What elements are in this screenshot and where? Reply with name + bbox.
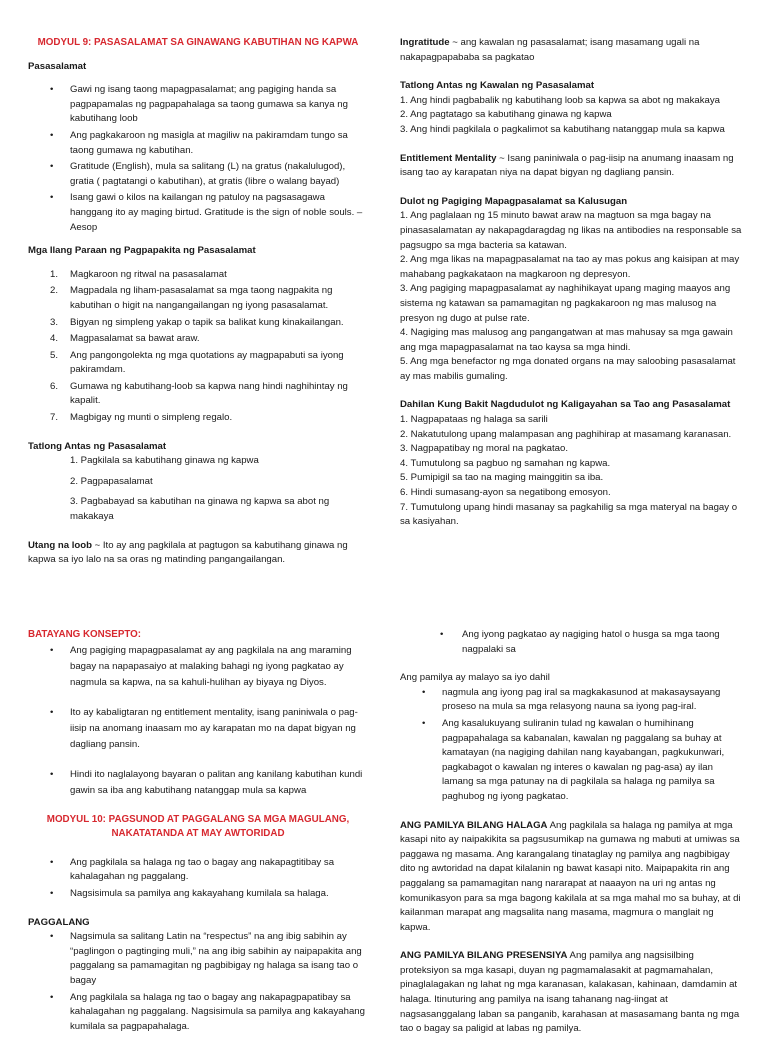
list-item: • Ang pagkilala sa halaga ng tao o bagay ang nakapagpapatibay sa kahalagahan ng paggalang. Nagsisimula sa pamilya ang kakayahang kumilala sa pagpapahalaga. (50, 991, 365, 1032)
column-batayang-konsepto (28, 628, 368, 1034)
list-item: 2. Ang mga likas na mapagpasalamat na tao ay mas pokus ang kaisipan at may mahabang pagkakataon na magkaroon ng depresyon. (400, 254, 740, 280)
utang-na-loob-definition: Utang na loob ~ Ito ay ang pagkilala at pagtugon sa kabutihang ginawa ng kapwa sa iyo lalo na sa oras ng matinding pangangailangan. (28, 539, 348, 566)
ingratitude-definition: Ingratitude ~ ang kawalan ng pasasalamat; isang masamang ugali na nakapagpapababa sa pagkatao (400, 37, 700, 63)
paraan-list (28, 268, 368, 426)
modyul-9-title: MODYUL 9: PASASALAMAT SA GINAWANG KABUTIHAN NG KAPWA (37, 37, 359, 48)
list-item: • nagmula ang iyong pag iral sa magkakasunod at makasaysayang proseso na mula sa mga relasyong nauna sa iyong pag-iral. (422, 686, 721, 713)
modyul-10-title-line-2: NAKATATANDA AT MAY AWTORIDAD (111, 828, 285, 840)
pamilya-malayo-intro: Ang pamilya ay malayo sa iyo dahil (400, 672, 550, 684)
heading-paraan: Mga Ilang Paraan ng Pagpapakita ng Pasasalamat (28, 245, 256, 257)
list-item: 4. Tumutulong sa pagbuo ng samahan ng kapwa. (400, 457, 611, 469)
pagkatao-list (400, 628, 745, 657)
batayang-konsepto-heading: BATAYANG KONSEPTO: (28, 629, 142, 640)
list-item: • Ang pagkakaroon ng masigla at magiliw na pakiramdam tungo sa taong gumawa ng kabutihan. (50, 129, 348, 156)
modyul-10-list (28, 856, 368, 902)
list-item: 2. Magpadala ng liham-pasasalamat sa mga taong nagpakita ng kabutihan o higit na nangangailangan ng iyong pasasalamat. (50, 285, 333, 311)
list-item: 7. Tumutulong upang hindi masanay sa pagkahilig sa mga materyal na bagay o sa kasiyahan. (400, 501, 738, 528)
pasasalamat-list (28, 83, 368, 235)
list-item: • Ang pagiging mapagpasalamat ay ang pagkilala na ang maraming bagay na napapasaiyo at malaking bahagi ng iyong pagkatao ay nagmula sa kapwa, na sa kahuli-hulihan ay biyaya ng Diyos. (50, 644, 352, 688)
entitlement-definition: Entitlement Mentality ~ Isang paniniwala o pag-iisip na anumang inaasam ng isang tao ay karapatan niya na dapat bigyan ng dagliang pansin. (400, 152, 734, 179)
heading-pasasalamat: Pasasalamat (28, 60, 87, 72)
list-item: 2. Pagpapasalamat (70, 475, 153, 487)
list-item: 4. Nagiging mas malusog ang pangangatwan at mas mahusay sa mga gawain ang mga mapagpasalamat na tao kaysa sa mga hindi. (400, 327, 733, 353)
list-item: • Ito ay kabaligtaran ng entitlement mentality, isang paniniwala o pag-iisip na anomang inaasam mo ay karapatan mo na dapat bigyan ng dagliang pansin. (50, 706, 358, 750)
heading-kawalan: Tatlong Antas ng Kawalan ng Pasasalamat (400, 80, 595, 92)
batayang-list (28, 643, 368, 799)
list-item: 3. Pagbabayad sa kabutihan na ginawa ng kapwa sa abot ng makakaya (70, 496, 330, 523)
list-item: • Gawi ng isang taong mapagpasalamat; ang pagiging handa sa pagpapamalas ng pagpapahalaga sa taong gumawa sa kanya ng kabutihang loob (50, 84, 348, 125)
column-modyul-9 (28, 36, 368, 568)
list-item: 1. Pagkilala sa kabutihang ginawa ng kapwa (70, 455, 259, 467)
entitlement-term: Entitlement Mentality (400, 152, 497, 164)
list-item: • Nagsisimula sa pamilya ang kakayahang kumilala sa halaga. (50, 887, 329, 899)
list-item: • Gratitude (English), mula sa salitang (L) na gratus (nakalulugod), gratia ( pagtatangi o kabutihan), at gratis (libre o walang bayad) (50, 161, 346, 187)
list-item: • Isang gawi o kilos na kailangan ng patuloy na pagsasagawa hanggang ito ay maging birtud. Gratitude is the sign of noble souls. – Aesop (50, 192, 363, 233)
list-item: 6. Gumawa ng kabutihang-loob sa kapwa nang hindi naghihintay ng kapalit. (50, 380, 348, 407)
modyul-10-title-line-1: MODYUL 10: PAGSUNOD AT PAGGALANG SA MGA MAGULANG, (46, 813, 350, 825)
list-item: 5. Pumipigil sa tao na maging mainggitin sa iba. (400, 472, 604, 484)
pamilya-halaga-term: ANG PAMILYA BILANG HALAGA (400, 819, 548, 831)
heading-dahilan: Dahilan Kung Bakit Nagdudulot ng Kaligayahan sa Tao ang Pasasalamat (400, 399, 731, 411)
heading-paggalang: PAGGALANG (28, 916, 90, 928)
antas-list (28, 454, 368, 524)
pamilya-presensiya-paragraph: ANG PAMILYA BILANG PRESENSIYA Ang pamilya ang nagsisilbing proteksiyon sa mga kasapi, duyan ng pagmamalasakit at pagmamahalan, pinaglalagakan ng lahat ng mga karanasan, kalakasan, kahinaan, damdamin at halaga. Itinuturing ang pamilya na isang tahanang nag-iingat at nagsasanggalang laban sa panganib, karahasan at masasamang banta ng mga tao o bagay sa paligid at labas ng pamilya. (400, 950, 740, 1035)
column-pamilya (400, 628, 745, 1037)
paggalang-list (28, 930, 368, 1034)
list-item: 5. Ang pangongolekta ng mga quotations ay magpapabuti sa iyong pakiramdam. (50, 349, 344, 376)
list-item: 7. Magbigay ng munti o simpleng regalo. (50, 412, 233, 424)
list-item: 6. Hindi sumasang-ayon sa negatibong emosyon. (400, 487, 611, 499)
list-item: 2. Nakatutulong upang malampasan ang paghihirap at masamang karanasan. (400, 428, 732, 440)
list-item: 3. Ang hindi pagkilala o pagkalimot sa kabutihang natanggap mula sa kapwa (400, 123, 725, 135)
list-item: 2. Ang pagtatago sa kabutihang ginawa ng kapwa (400, 109, 612, 121)
list-item: 1. Magkaroon ng ritwal na pasasalamat (50, 268, 227, 280)
pamilya-halaga-paragraph: ANG PAMILYA BILANG HALAGA Ang pagkilala sa halaga ng pamilya at mga kasapi nito ay naipakikita sa pagsusumikap na gumawa ng mabuti at umiwas sa paggawa ng masama. Ang karangalang tinataglay ng pamilya ang nagbibigay dito ng awtoridad na dapat kilalanin ng bawat kasapi nito. Maipapakita rin ang paggalang sa pamamagitan nang nararapat at naaayon na uri ng antas ng komunikasyon para sa mga bagong kakilala at sa mga mahal mo sa buhay, at di kailanman marapat ang magsalita nang masama, magmura o manglait ng kapwa. (400, 819, 741, 933)
list-item: 1. Nagpapataas ng halaga sa sarili (400, 414, 548, 426)
list-item: • Hindi ito naglalayong bayaran o palitan ang kanilang kabutihan kundi gawin sa iba ang kabutihang natanggap mula sa kapwa (50, 768, 363, 796)
list-item: 3. Nagpapatibay ng moral na pagkatao. (400, 443, 569, 455)
column-pasasalamat-cont (400, 36, 745, 530)
ingratitude-term: Ingratitude (400, 37, 450, 48)
list-item: 5. Ang mga benefactor ng mga donated organs na may saloobing pasasalamat ay mas mabilis gumaling. (400, 356, 736, 382)
list-item: 3. Ang pagiging mapagpasalamat ay naghihikayat upang maging maayos ang sistema ng katawan sa pamamagitan ng pagkakaroon ng mas malusog na presyon ng dugo at pulse rate. (400, 283, 731, 324)
utang-na-loob-term: Utang na loob (28, 539, 92, 551)
list-item: 1. Ang paglalaan ng 15 minuto bawat araw na magtuon sa mga bagay na pinasasalamatan ay nakapagdaragdag ng likas na antibodies na responsable sa pagsugpo sa mga bacteria sa katawan. (400, 210, 742, 251)
list-item: • Ang pagkilala sa halaga ng tao o bagay ang nakapagtitibay sa kahalagahan ng paggalang. (50, 856, 335, 883)
list-item: 1. Ang hindi pagbabalik ng kabutihang loob sa kapwa sa abot ng makakaya (400, 94, 721, 106)
list-item: • Nagsimula sa salitang Latin na “respectus” na ang ibig sabihin ay “paglingon o pagtinging muli,” na ang ibig sabihin ay naipapakita ang paggalang sa pamamagitan ng pagbibigay ng halaga sa isang tao o bagay (50, 931, 362, 986)
list-item: • Ang iyong pagkatao ay nagiging hatol o husga sa mga taong nagpalaki sa (440, 629, 720, 655)
list-item: 3. Bigyan ng simpleng yakap o tapik sa balikat kung kinakailangan. (50, 316, 344, 328)
heading-antas: Tatlong Antas ng Pasasalamat (28, 440, 167, 452)
heading-dulot: Dulot ng Pagiging Mapagpasalamat sa Kalusugan (400, 195, 628, 207)
pamilya-presensiya-term: ANG PAMILYA BILANG PRESENSIYA (400, 950, 568, 962)
list-item: 4. Magpasalamat sa bawat araw. (50, 333, 200, 345)
list-item: • Ang kasalukuyang suliranin tulad ng kawalan o humihinang pagpapahalaga sa kabanalan, kawalan ng paggalang sa buhay at kamatayan (na nagiging dahilan nang kayabangan, pagkukunwari, pagkabagot o kawalan ng interes o kawalan ng pag-asa) ay ilan lamang sa mga patunay na di pagkilala sa halaga ng pamilya sa paghubog ng iyong pagkatao. (422, 717, 725, 802)
malayo-list (400, 686, 745, 805)
